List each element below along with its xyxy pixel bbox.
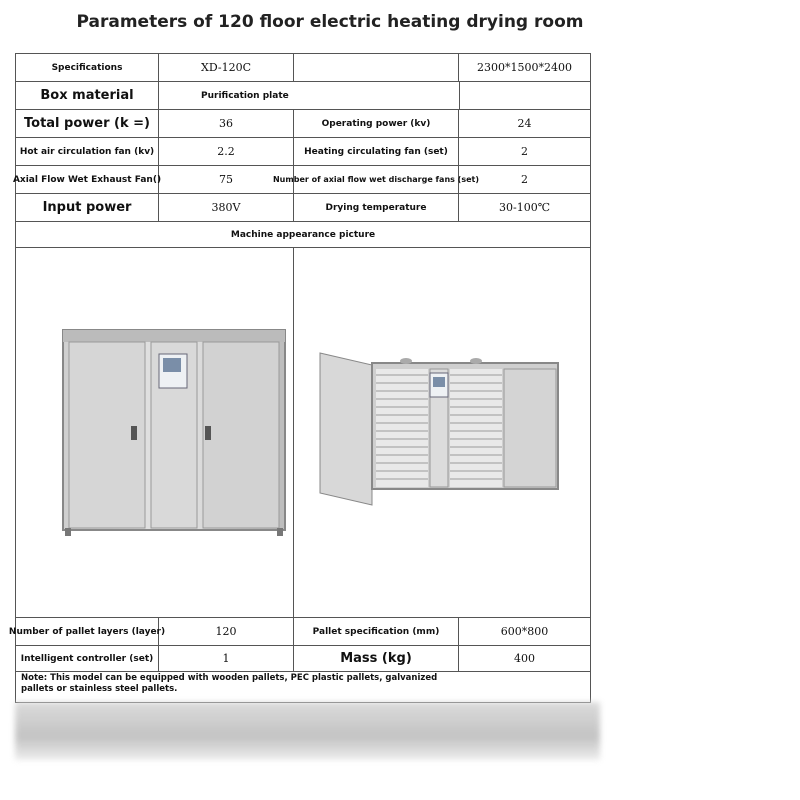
page-shadow bbox=[15, 702, 600, 760]
mass-value: 400 bbox=[459, 646, 590, 672]
axial-discharge-label: Number of axial flow wet discharge fans (set) bbox=[294, 166, 459, 194]
box-material-extra bbox=[459, 82, 590, 110]
size-value: 2300*1500*2400 bbox=[459, 54, 590, 82]
axial-exhaust-label: Axial Flow Wet Exhaust Fan() bbox=[16, 166, 159, 194]
controller-value: 1 bbox=[159, 646, 294, 672]
box-material-value: Purification plate bbox=[159, 82, 459, 110]
input-power-value: 380V bbox=[159, 194, 294, 222]
note-text: Note: This model can be equipped with wooden pallets, PEC plastic pallets, galvanized pallets or stainless steel pallets. bbox=[21, 673, 438, 694]
heating-fan-value: 2 bbox=[459, 138, 590, 166]
input-power-label: Input power bbox=[16, 194, 159, 222]
drying-temp-label: Drying temperature bbox=[294, 194, 459, 222]
axial-exhaust-value: 75 bbox=[159, 166, 294, 194]
closed-drying-room-photo bbox=[55, 320, 295, 550]
appearance-label: Machine appearance picture bbox=[16, 222, 590, 248]
operating-power-value: 24 bbox=[459, 110, 590, 138]
operating-power-label: Operating power (kv) bbox=[294, 110, 459, 138]
spec-label: Specifications bbox=[16, 54, 159, 82]
heating-fan-label: Heating circulating fan (set) bbox=[294, 138, 459, 166]
axial-discharge-value: 2 bbox=[459, 166, 590, 194]
pallet-spec-value: 600*800 bbox=[459, 618, 590, 646]
pallet-layers-value: 120 bbox=[159, 618, 294, 646]
open-drying-room-photo bbox=[310, 345, 565, 510]
pallet-layers-label: Number of pallet layers (layer) bbox=[16, 618, 159, 646]
pallet-spec-label: Pallet specification (mm) bbox=[294, 618, 459, 646]
mass-label: Mass (kg) bbox=[294, 646, 459, 672]
hot-air-fan-value: 2.2 bbox=[159, 138, 294, 166]
box-material-label: Box material bbox=[16, 82, 159, 110]
controller-label: Intelligent controller (set) bbox=[16, 646, 159, 672]
size-label-cell bbox=[294, 54, 459, 82]
hot-air-fan-label: Hot air circulation fan (kv) bbox=[16, 138, 159, 166]
total-power-label: Total power (k =) bbox=[16, 110, 159, 138]
spec-value: XD-120C bbox=[159, 54, 294, 82]
page-title: Parameters of 120 floor electric heating drying room bbox=[76, 12, 584, 32]
drying-temp-value: 30-100℃ bbox=[459, 194, 590, 222]
total-power-value: 36 bbox=[159, 110, 294, 138]
